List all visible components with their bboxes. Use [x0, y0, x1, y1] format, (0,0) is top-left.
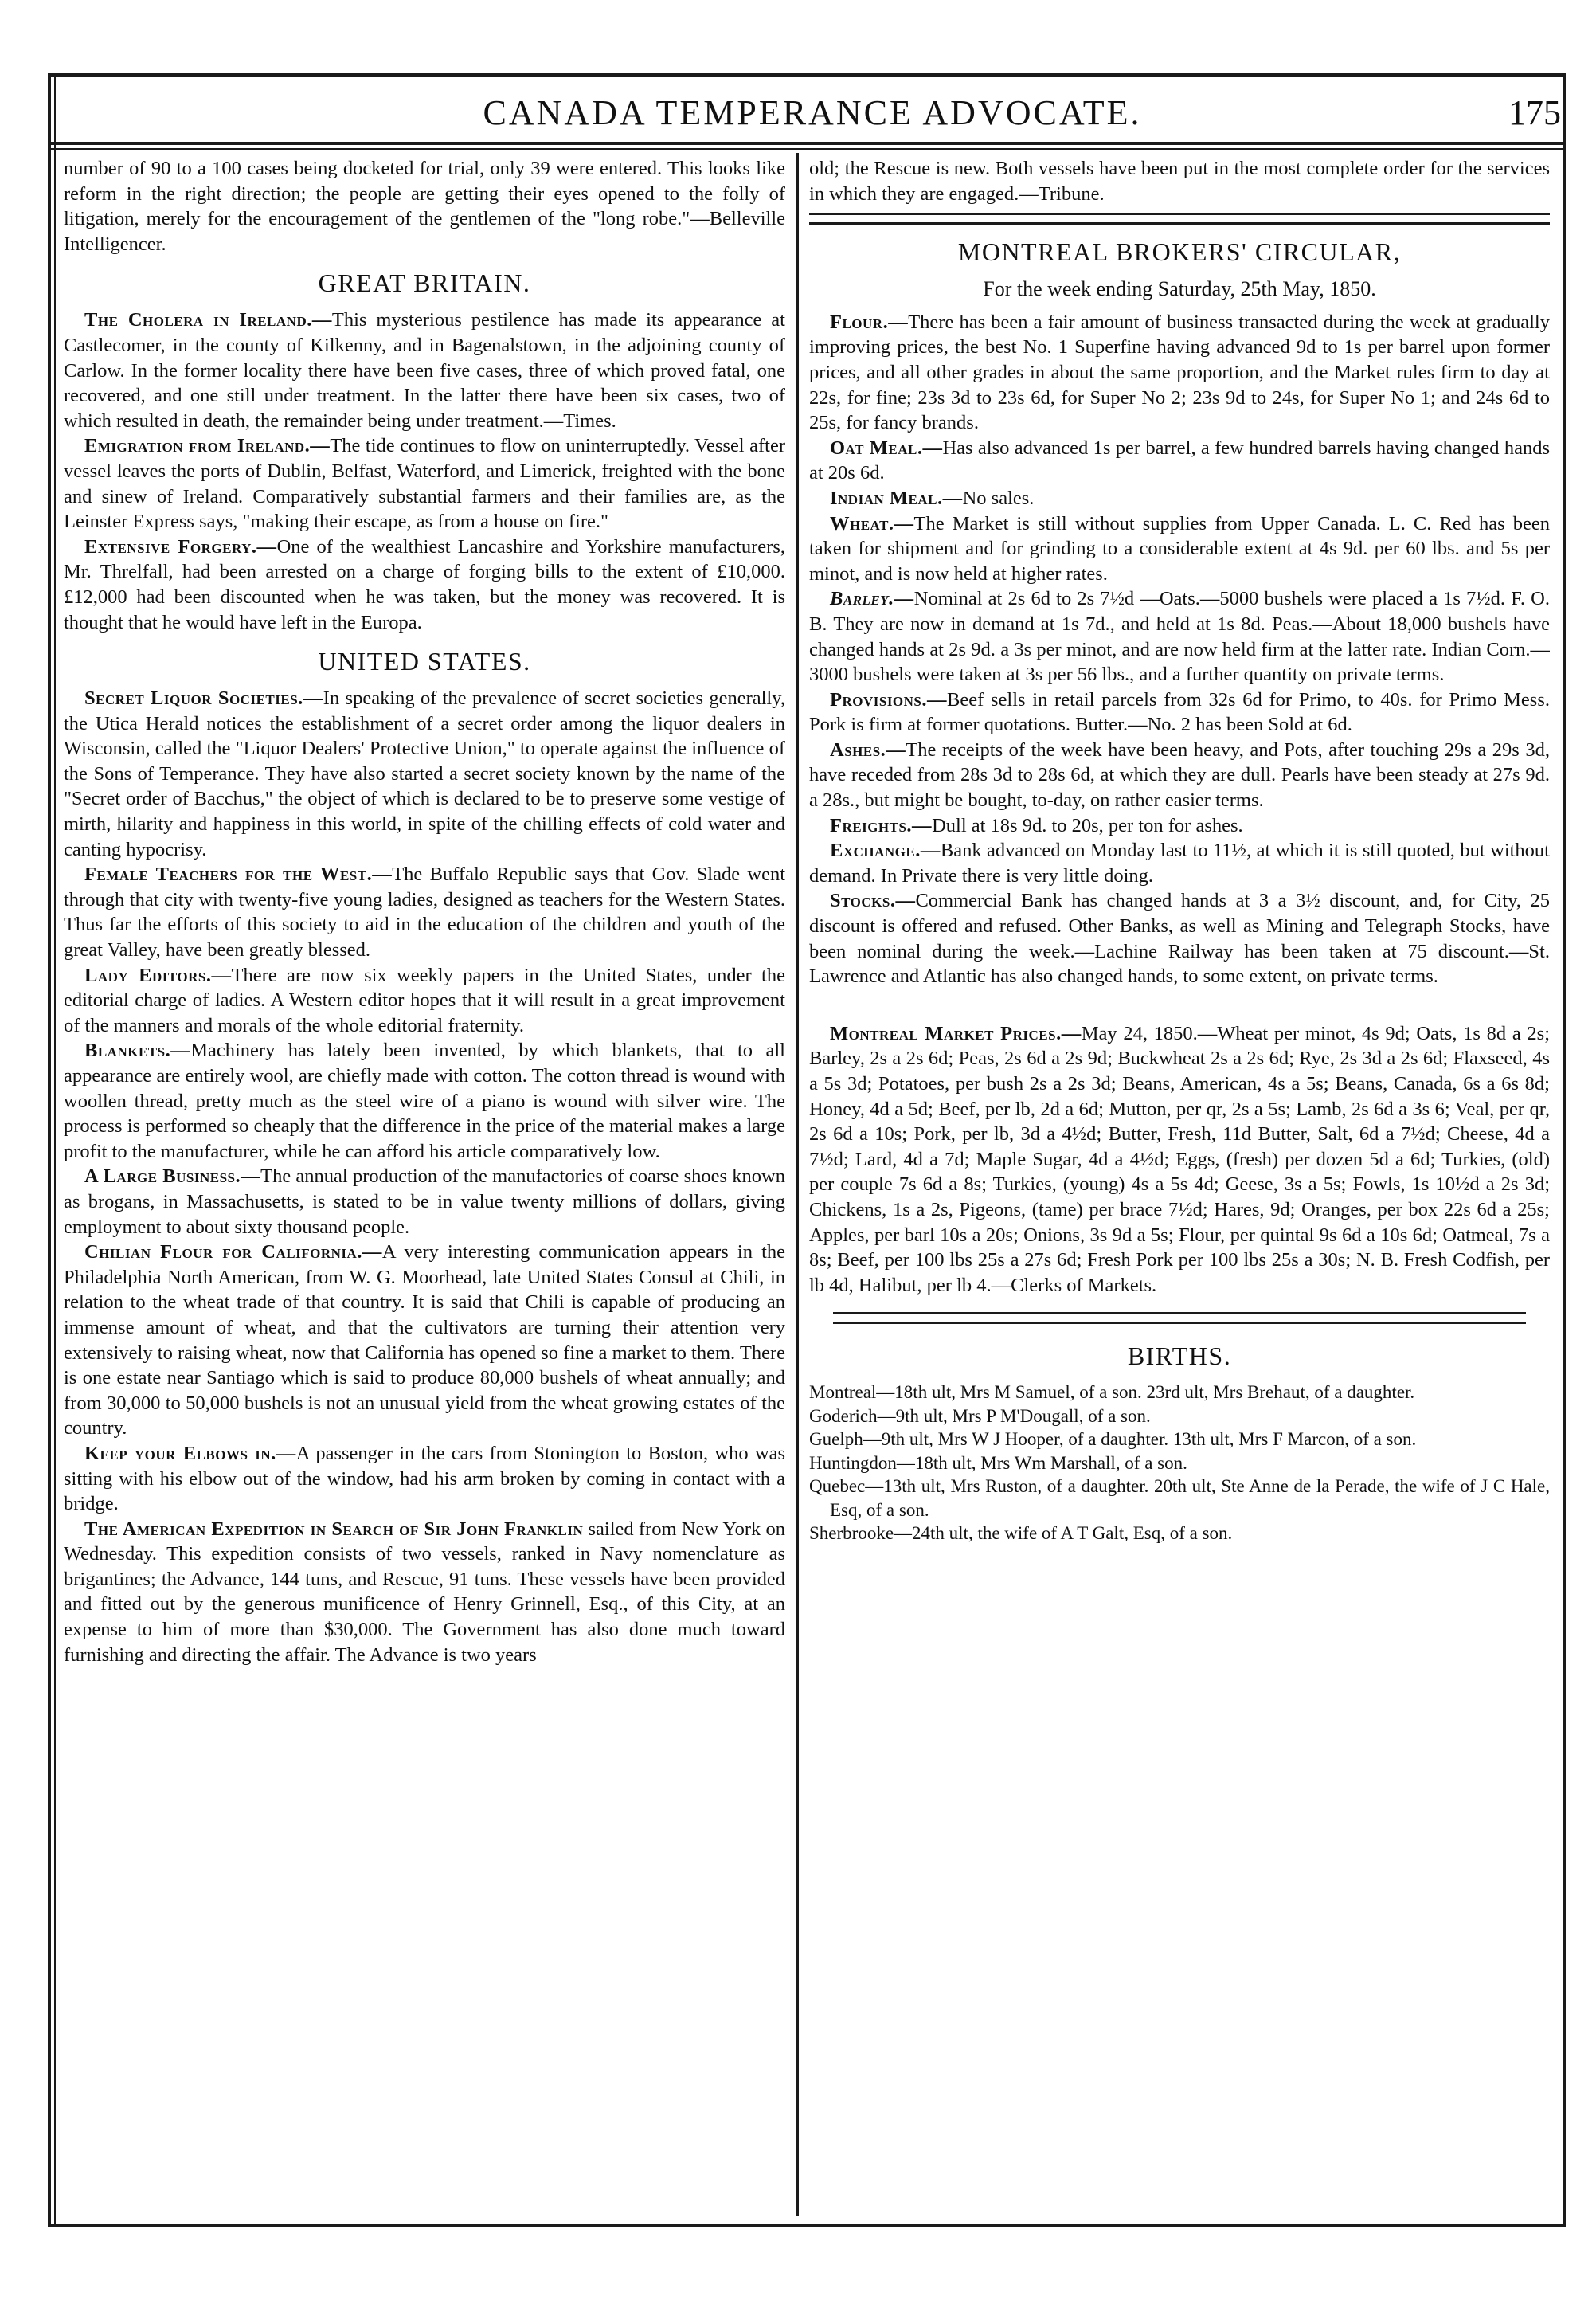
- circular-ashes: Ashes.—The receipts of the week have been heavy, and Pots, after touching 29s a 29s 3d, have receded from 28s 3d to 28s 6d, at which they are dull. Pearls have been steady at 27s 9d. a 28s., but might be bought, to-day, on rather easier terms.: [809, 738, 1550, 812]
- circular-flour: Flour.—There has been a fair amount of business transacted during the week at gradually improving prices, the best No. 1 Superfine having advanced 9d to 1s per barrel upon former prices, and all other grades in about the same proportion, and the Market rules firm to day at 22s, for fine; 23s 3d to 23s 6d, for Super No 2; 23s 9d to 24s, for Super No 1; and 24s 6d to 25s, for fancy brands.: [809, 311, 1550, 434]
- article-large-business: A Large Business.—The annual production of the manufactories of coarse shoes known as brogans, in Massachusetts, is stated to be in value twenty millions of dollars, giving employment to about sixty thousand people.: [64, 1165, 785, 1238]
- article-secret-liquor-societies: Secret Liquor Societies.—In speaking of the prevalence of secret societies generally, the Utica Herald notices the establishment of a secret order among the liquor dealers in Wisconsin, called the "Liquor Dealers' Protective Union," to operate against the influence of the Sons of Temperance. They have also started a secret society known by the name of the "Secret order of Bacchus," the object of which is declared to be to preserve some vestige of mirth, hilarity and happiness in this world, in spite of the chilling effects of cold water and canting hypocrisy.: [64, 687, 785, 860]
- article-cholera-ireland: The Cholera in Ireland.—This mysterious pestilence has made its appearance at Castlecomer, in the county of Kilkenny, and in Bagenalstown, in the adjoining county of Carlow. In the former locality there have been five cases, three of which proved fatal, one recovered, and one still under treatment. In the latter there have been six cases, two of which resulted in death, the remainder being under treatment.—Times.: [64, 309, 785, 432]
- montreal-market-prices: Montreal Market Prices.—May 24, 1850.—Wheat per minot, 4s 9d; Oats, 1s 8d a 2s; Barley, 2s a 2s 6d; Peas, 2s 6d a 2s 9d; Buckwheat 2s a 2s 6d; Rye, 2s 3d a 2s 6d; Flaxseed, 4s a 5s 3d; Potatoes, per bush 2s a 2s 3d; Beans, American, 4s a 5s; Beans, Canada, 6s a 6s 8d; Honey, 4d a 5d; Beef, per lb, 2d a 6d; Mutton, per qr, 2s a 5s; Lamb, 2s 6d a 3s 6; Veal, per qr, 2s 6d a 10s; Pork, per lb, 3d a 4½d; Butter, Fresh, 11d Butter, Salt, 6d a 7½d; Cheese, 4d a 7½d; Lard, 4d a 7d; Maple Sugar, 4d a 4½d; Eggs, (fresh) per dozen 5d a 6d; Turkies, (old) per couple 7s 6d a 8s; Turkies, (young) 4s a 5s 4d; Geese, 3s a 5s; Fowls, 1s 10½d a 2s 3d; Chickens, 1s a 2s, Pigeons, (tame) per brace 7½d; Hares, 9d; Oranges, per box 22s 6d a 25s; Apples, per barl 10s a 20s; Onions, 3s 9d a 5s; Flour, per quintal 9s 6d a 10s 6d; Oatmeal, 7s a 8s; Beef, per 100 lbs 25s a 27s 6d; Fresh Pork per 100 lbs 25s a 30s; N. B. Fresh Codfish, per lb 4d, Halibut, per lb 4.—Clerks of Markets.: [809, 1022, 1550, 1296]
- great-britain-heading: GREAT BRITAIN.: [318, 268, 531, 298]
- article-franklin-expedition: The American Expedition in Search of Sir John Franklin sailed from New York on Wednesday. This expedition consists of two vessels, ranked in Navy nomenclature as brigantines; the Advance, 144 tuns, and Rescue, 91 tuns. These vessels have been provided and fitted out by the generous munificence of Henry Grinnell, Esq., of this City, at an expense to him of more than $30,000. The Government has also done much toward furnishing and directing the affair. The Advance is two years: [64, 1518, 785, 1666]
- circular-stocks: Stocks.—Commercial Bank has changed hands at 3 a 3½ discount, and, for City, 25 discount is offered and refused. Other Banks, as well as Mining and Telegraph Stocks, have been nominal during the week.—Lachine Railway has been taken at 75 discount.—St. Lawrence and Atlantic has also changed hands, to some extent, on private terms.: [809, 890, 1550, 988]
- top-border-rule: [48, 73, 1566, 77]
- circular-wheat: Wheat.—The Market is still without supplies from Upper Canada. L. C. Red has been taken for shipment and for grinding to a considerable extent at 4s 9d. per 60 lbs. and 5s per minot, and is now held at higher rates.: [809, 512, 1550, 585]
- birth-entry: Goderich—9th ult, Mrs P M'Dougall, of a son.: [809, 1405, 1151, 1426]
- section-double-rule: [809, 213, 1550, 225]
- page-number: 175: [1508, 93, 1561, 132]
- header-under-rule-thin: [48, 148, 1566, 150]
- article-extensive-forgery: Extensive Forgery.—One of the wealthiest Lancashire and Yorkshire manufacturers, Mr. Threlfall, had been arrested on a charge of forging bills to the extent of £10,000. £12,000 had been discounted when he was taken, but the money was recovered. It is thought that he would have left in the Europa.: [64, 535, 785, 633]
- left-column: [64, 156, 785, 2219]
- births-double-rule: [833, 1312, 1526, 1324]
- circular-provisions: Provisions.—Beef sells in retail parcels from 32s 6d for Primo, to 40s. for Primo Mess. Pork is firm at former quotations. Butter.—No. 2 has been Sold at 6d.: [809, 688, 1550, 736]
- left-border-rule-inner: [54, 73, 56, 2224]
- column-divider: [796, 153, 799, 2216]
- brokers-circular-subheading: For the week ending Saturday, 25th May, 1850.: [983, 277, 1376, 301]
- article-keep-elbows-in: Keep your Elbows in.—A passenger in the cars from Stonington to Boston, who was sitting with his elbow out of the window, had his arm broken by coming in contact with a bridge.: [64, 1442, 785, 1515]
- birth-entry: Huntingdon—18th ult, Mrs Wm Marshall, of a son.: [809, 1452, 1187, 1473]
- bottom-border-rule: [48, 2224, 1566, 2227]
- birth-entry: Guelph—9th ult, Mrs W J Hooper, of a daughter. 13th ult, Mrs F Marcon, of a son.: [809, 1429, 1417, 1450]
- article-female-teachers: Female Teachers for the West.—The Buffalo Republic says that Gov. Slade went through that city with twenty-five young ladies, designed as teachers for the Western States. Thus far the efforts of this society to aid in the education of the children and youth of the great Valley, have been greatly blessed.: [64, 864, 785, 962]
- left-border-rule: [48, 73, 51, 2224]
- birth-entry: Sherbrooke—24th ult, the wife of A T Galt, Esq, of a son.: [809, 1523, 1233, 1544]
- article-emigration-ireland: Emigration from Ireland.—The tide continues to flow on uninterruptedly. Vessel after vessel leaves the ports of Dublin, Belfast, Waterford, and Limerick, freighted with the bone and sinew of Ireland. Comparatively substantial farmers and their families are, as the Leinster Express says, "making their escape, as from a house on fire.": [64, 435, 785, 533]
- left-intro-paragraph: number of 90 to a 100 cases being docketed for trial, only 39 were entered. This looks like reform in the right direction; the people are getting their eyes opened to the folly of litigation, merely for the encouragement of the gentlemen of the "long robe."—Belleville Intelligencer.: [64, 158, 785, 255]
- article-blankets: Blankets.—Machinery has lately been invented, by which blankets, that to all appearance are entirely wool, are chiefly made with cotton. The cotton thread is wound with woollen thread, pretty much as the steel wire of a piano is wound with silver wire. The process is performed so cheaply that the difference in the price of the material makes a large profit to the manufacturer, while he can afford his article comparatively low.: [64, 1040, 785, 1162]
- births-list: [809, 1381, 1550, 1545]
- header-under-rule: [48, 142, 1566, 145]
- article-chilian-flour: Chilian Flour for California.—A very interesting communication appears in the Philadelphia North American, from W. G. Moorhead, late United States Consul at Chili, in relation to the wheat trade of that country. It is said that Chili is capable of producing an immense amount of wheat, and that the cultivators are turning their attention very extensively to raising wheat, now that California has opened so fine a market to them. There is one estate near Santiago which is said to produce 80,000 bushels of wheat annually; and from 30,000 to 50,000 bushels is not an unusual yield from the wheat growing estates of the country.: [64, 1241, 785, 1439]
- circular-barley: Barley.—Nominal at 2s 6d to 2s 7½d —Oats.—5000 bushels were placed a 1s 7½d. F. O. B. They are now in demand at 1s 7d., and held at 1s 8d. Peas.—About 18,000 bushels have changed hands at 2s 9d. a 3s per minot, and are now held firm at the latter rate. Indian Corn.—3000 bushels were taken at 3s per 56 lbs., and a further quantity on private terms.: [809, 588, 1550, 686]
- running-head-title: CANADA TEMPERANCE ADVOCATE.: [483, 93, 1142, 132]
- right-column: [809, 156, 1550, 2219]
- article-lady-editors: Lady Editors.—There are now six weekly papers in the United States, under the editorial charge of ladies. A Western editor hopes that it will result in a great improvement of the manners and morals of the whole editorial fraternity.: [64, 964, 785, 1036]
- right-intro-paragraph: old; the Rescue is new. Both vessels have been put in the most complete order for the services in which they are engaged.—Tribune.: [809, 158, 1550, 205]
- birth-entry: Quebec—13th ult, Mrs Ruston, of a daughter. 20th ult, Ste Anne de la Perade, the wife of J C Hale, Esq, of a son.: [809, 1476, 1550, 1520]
- brokers-circular-heading: MONTREAL BROKERS' CIRCULAR,: [957, 237, 1402, 267]
- circular-indian-meal: Indian Meal.—No sales.: [830, 487, 1035, 509]
- birth-entry: Montreal—18th ult, Mrs M Samuel, of a son. 23rd ult, Mrs Brehaut, of a daughter.: [809, 1382, 1415, 1403]
- circular-exchange: Exchange.—Bank advanced on Monday last to 11½, at which it is still quoted, but without demand. In Private there is very little doing.: [809, 840, 1550, 887]
- united-states-heading: UNITED STATES.: [318, 647, 531, 676]
- births-heading: BIRTHS.: [1127, 1342, 1232, 1371]
- circular-oat-meal: Oat Meal.—Has also advanced 1s per barrel, a few hundred barrels having changed hands at 20s 6d.: [809, 437, 1550, 484]
- right-border-rule: [1563, 73, 1566, 2224]
- circular-freights: Freights.—Dull at 18s 9d. to 20s, per ton for ashes.: [830, 814, 1243, 836]
